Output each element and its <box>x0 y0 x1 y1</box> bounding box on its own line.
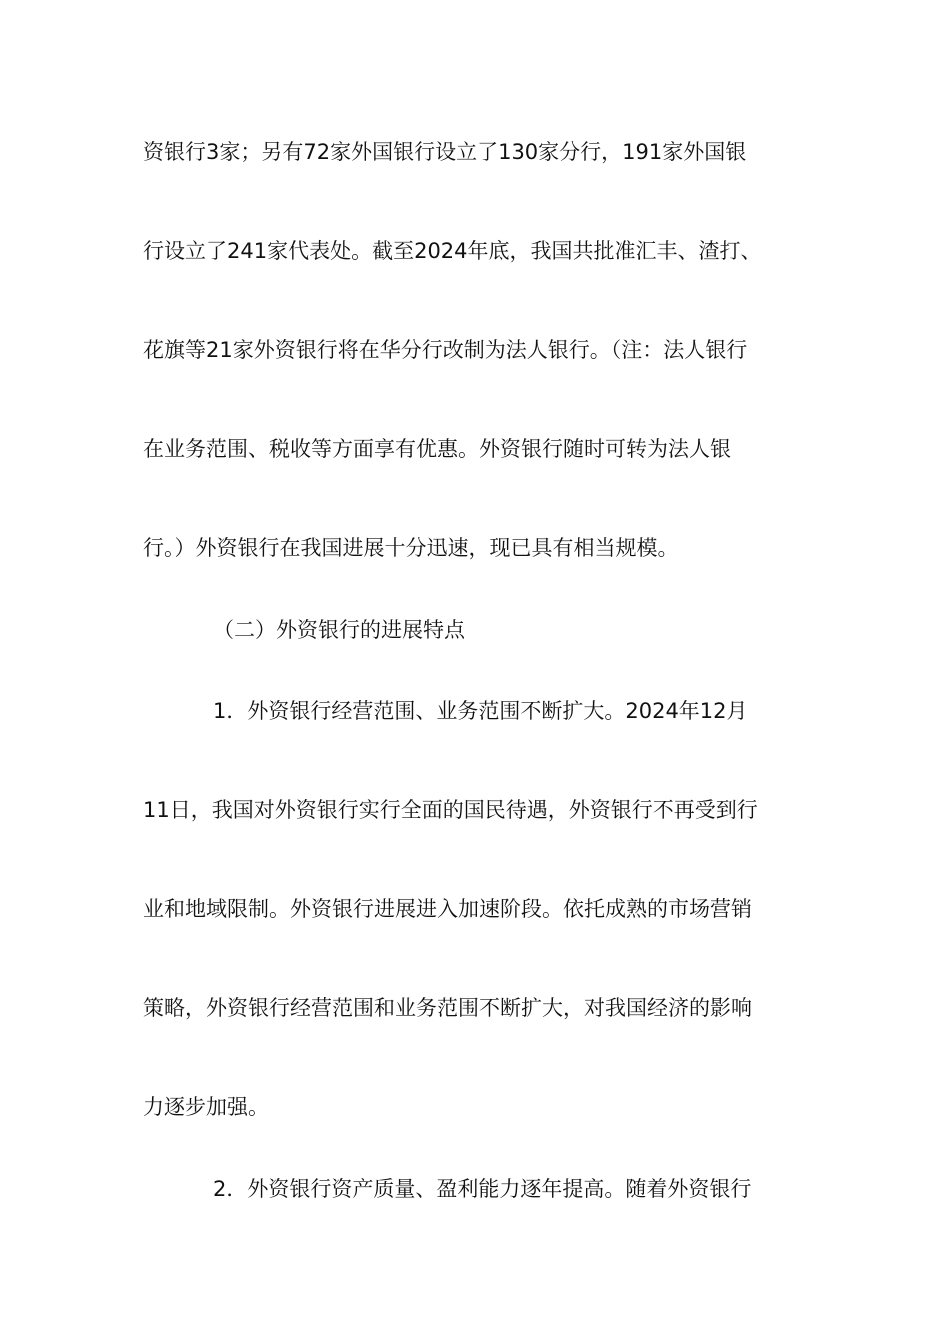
paragraph-line: 2．外资银行资产质量、盈利能力逐年提高。随着外资银行 <box>213 1177 752 1201</box>
section-heading: （二）外资银行的进展特点 <box>213 618 465 642</box>
paragraph-line: 花旗等21家外资银行将在华分行改制为法人银行。（注：法人银行 <box>143 338 748 362</box>
paragraph-line: 策略，外资银行经营范围和业务范围不断扩大，对我国经济的影响 <box>143 996 752 1020</box>
paragraph-line: 资银行3家；另有72家外国银行设立了130家分行，191家外国银 <box>143 140 747 164</box>
paragraph-line: 行。）外资银行在我国进展十分迅速，现已具有相当规模。 <box>143 536 679 560</box>
paragraph-line: 在业务范围、税收等方面享有优惠。外资银行随时可转为法人银 <box>143 437 731 461</box>
paragraph-line: 行设立了241家代表处。截至2024年底，我国共批准汇丰、渣打、 <box>143 239 762 263</box>
paragraph-line: 11日，我国对外资银行实行全面的国民待遇，外资银行不再受到行 <box>143 798 758 822</box>
paragraph-line: 力逐步加强。 <box>143 1095 269 1119</box>
paragraph-line: 业和地域限制。外资银行进展进入加速阶段。依托成熟的市场营销 <box>143 897 752 921</box>
paragraph-line: 1．外资银行经营范围、业务范围不断扩大。2024年12月 <box>213 699 748 723</box>
